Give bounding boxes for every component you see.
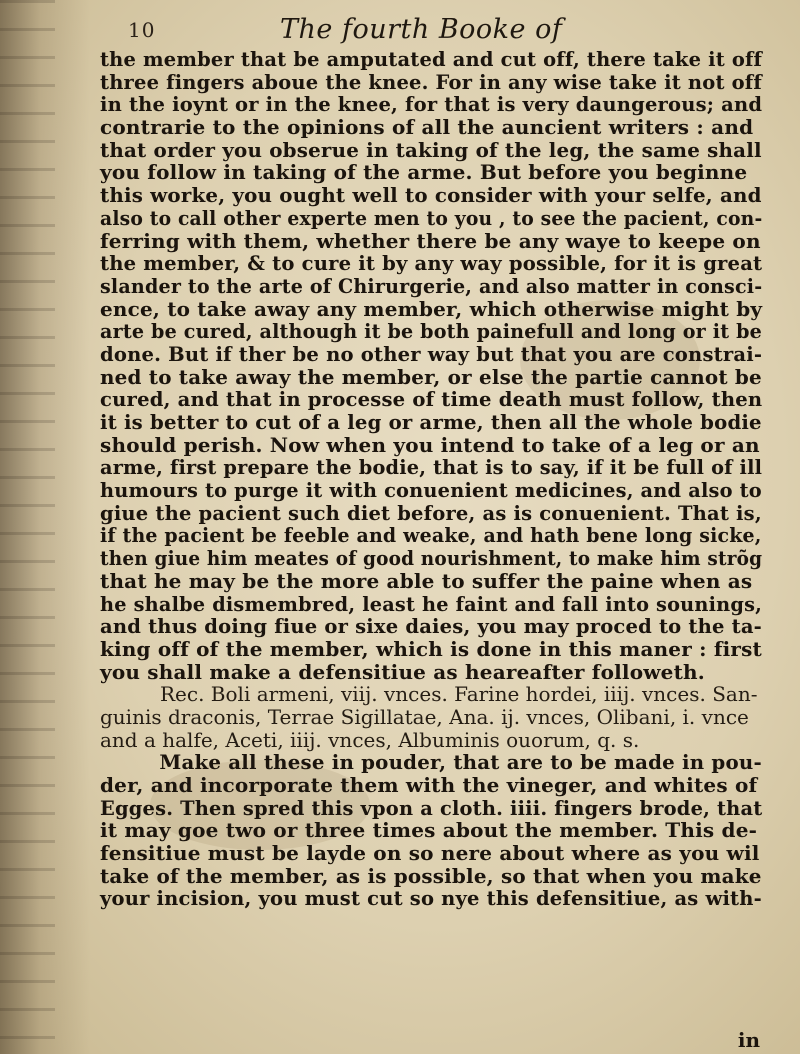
text-line: ferring with them, whether there be any waye to keepe on [100,228,761,253]
text-line: slander to the arte of Chirurgerie, and also matter in consci- [100,273,763,298]
text-line: done. But if ther be no other way but that you are constrai- [100,341,763,366]
recipe-line: Rec. Boli armeni, viij. vnces. Farine hordei, iiij. vnces. San- [160,682,758,707]
text-line: contrarie to the opinions of all the auncient writers : and [100,115,754,140]
text-line: cured, and that in processe of time death must follow, then [100,387,763,412]
text-line: in the ioynt or in the knee, for that is very daungerous; and [100,92,763,117]
text-line: he shalbe dismembred, least he faint and fall into sounings, [100,591,763,616]
catchword: in [737,1028,760,1052]
text-line: it may goe two or three times about the member. This de- [100,818,758,843]
body-text [100,48,762,910]
text-line: then giue him meates of good nourishment, to make him strõg [100,546,763,571]
text-line: the member, & to cure it by any way possible, for it is great [100,251,763,276]
text-line: take of the member, as is possible, so that when you make [100,863,762,888]
text-line: also to call other experte men to you , to see the pacient, con- [100,205,763,230]
text-line: the member that be amputated and cut off, there take it off [100,47,763,71]
text-line: humours to purge it with conuenient medicines, and also to [100,478,762,503]
text-line: ence, to take away any member, which otherwise might by [100,296,763,321]
text-line: you follow in taking of the arme. But before you beginne [100,160,748,185]
recipe-line: and a halfe, Aceti, iiij. vnces, Albuminis ouorum, q. s. [100,727,640,752]
text-line: it is better to cut of a leg or arme, then all the whole bodie [100,410,762,434]
page-header [100,14,760,44]
binding-gutter-shadow [0,0,55,1054]
text-line: giue the pacient such diet before, as is conuenient. That is, [100,500,762,525]
text-line: fensitiue must be layde on so nere about where as you wil [100,841,760,866]
text-line: Make all these in pouder, that are to be made in pou- [159,750,762,775]
text-line: arme, first prepare the bodie, that is to say, if it be full of ill [100,455,763,480]
recipe-line: guinis draconis, Terrae Sigillatae, Ana. ij. vnces, Olibani, i. vnce [100,704,749,729]
text-line: that he may be the more able to suffer the paine when as [100,568,753,593]
text-line: that order you obserue in taking of the leg, the same shall [100,137,762,162]
text-line: king off of the member, which is done in this maner : first [100,636,762,661]
text-line: your incision, you must cut so nye this defensitiue, as with- [100,886,762,911]
text-line: three fingers aboue the knee. For in any wise take it not off [100,69,762,94]
page-number: 10 [128,18,156,42]
text-line: der, and incorporate them with the vineger, and whites of [100,773,758,797]
text-line: ned to take away the member, or else the partie cannot be [100,364,762,389]
text-line: if the pacient be feeble and weake, and hath bene long sicke, [100,523,762,548]
text-line: arte be cured, although it be both painefull and long or it be [100,319,762,344]
text-line: should perish. Now when you intend to take of a leg or an [100,432,760,457]
text-line: this worke, you ought well to consider with your selfe, and [100,183,762,208]
text-line: you shall make a defensitiue as heareafter followeth. [100,659,705,684]
running-head: The fourth Booke of [280,14,563,45]
text-line: and thus doing fiue or sixe daies, you may proced to the ta- [100,614,762,639]
text-line: Egges. Then spred this vpon a cloth. iiii. fingers brode, that [100,795,763,820]
